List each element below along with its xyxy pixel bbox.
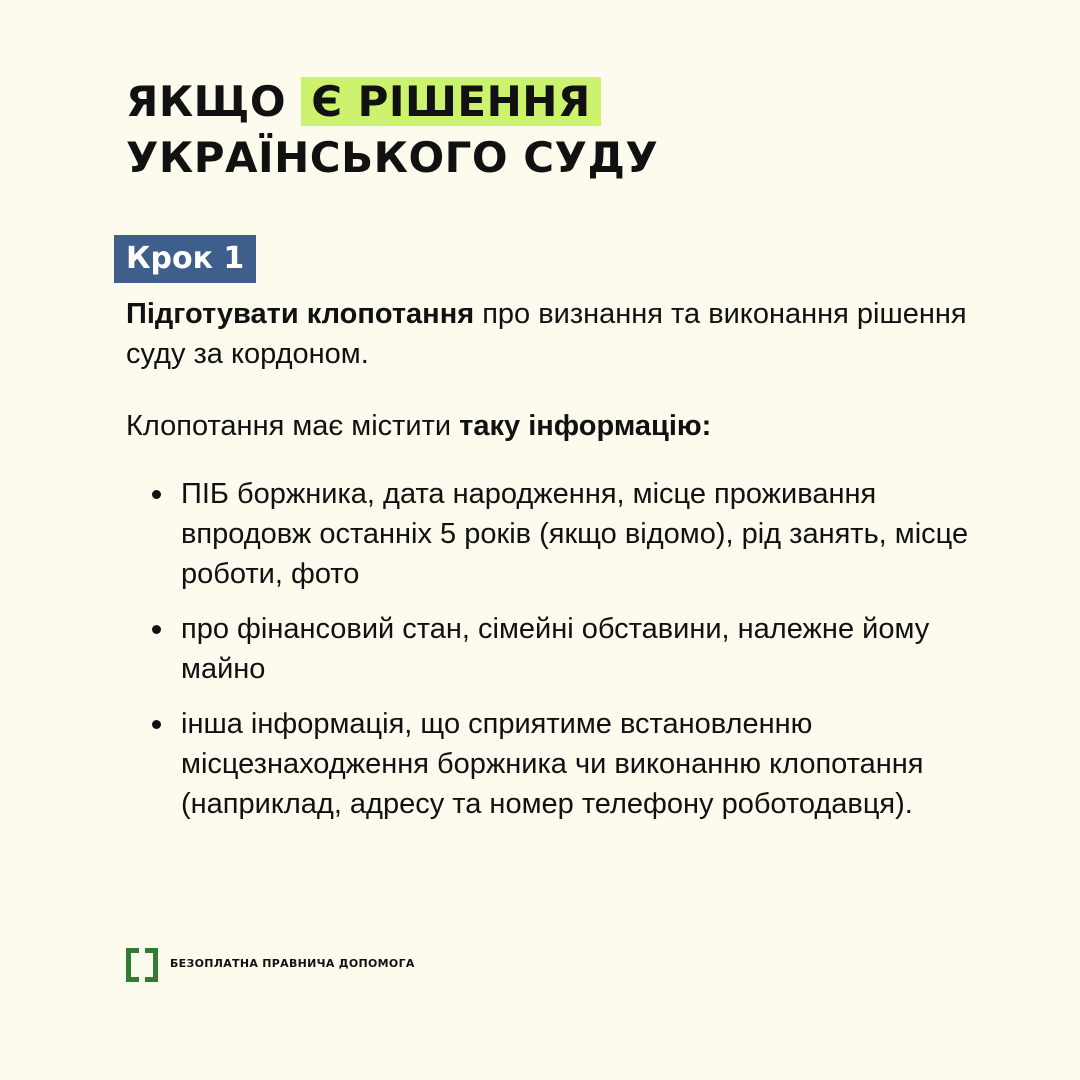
info-bold: таку інформацію: [459,410,712,442]
info-lead: Клопотання має містити [126,410,460,442]
intro-bold: Підготувати клопотання [126,298,475,330]
list-item [150,609,1010,689]
title-highlight: Є РІШЕННЯ [301,77,601,126]
bullet-dot-icon [152,490,161,499]
step-badge: Крок 1 [114,235,256,283]
title-part2: УКРАЇНСЬКОГО СУДУ [126,133,659,182]
title-part1: ЯКЩО [126,77,302,126]
page-title [126,74,986,186]
list-item [150,704,1010,824]
bullet-dot-icon [152,625,161,634]
list-item [150,474,1010,594]
list-item-text: про фінансовий стан, сімейні обставини, належне йому майно [181,613,930,685]
footer [126,948,415,978]
list-item-text: інша інформація, що сприятиме встановленню місцезнаходження боржника чи виконанню клопотання (наприклад, адресу та номер телефону роботодавця). [181,708,924,820]
bracket-logo-icon [126,948,158,978]
bullet-dot-icon [152,720,161,729]
info-paragraph [126,406,1006,446]
list-item-text: ПІБ боржника, дата народження, місце проживання впродовж останніх 5 років (якщо відомо), рід занять, місце роботи, фото [181,478,969,590]
intro-paragraph [126,294,1006,374]
intro-rest: про визнання та виконання рішення суду за кордоном. [126,298,967,370]
org-name: БЕЗОПЛАТНА ПРАВНИЧА ДОПОМОГА [170,956,415,970]
info-list [150,474,1010,839]
